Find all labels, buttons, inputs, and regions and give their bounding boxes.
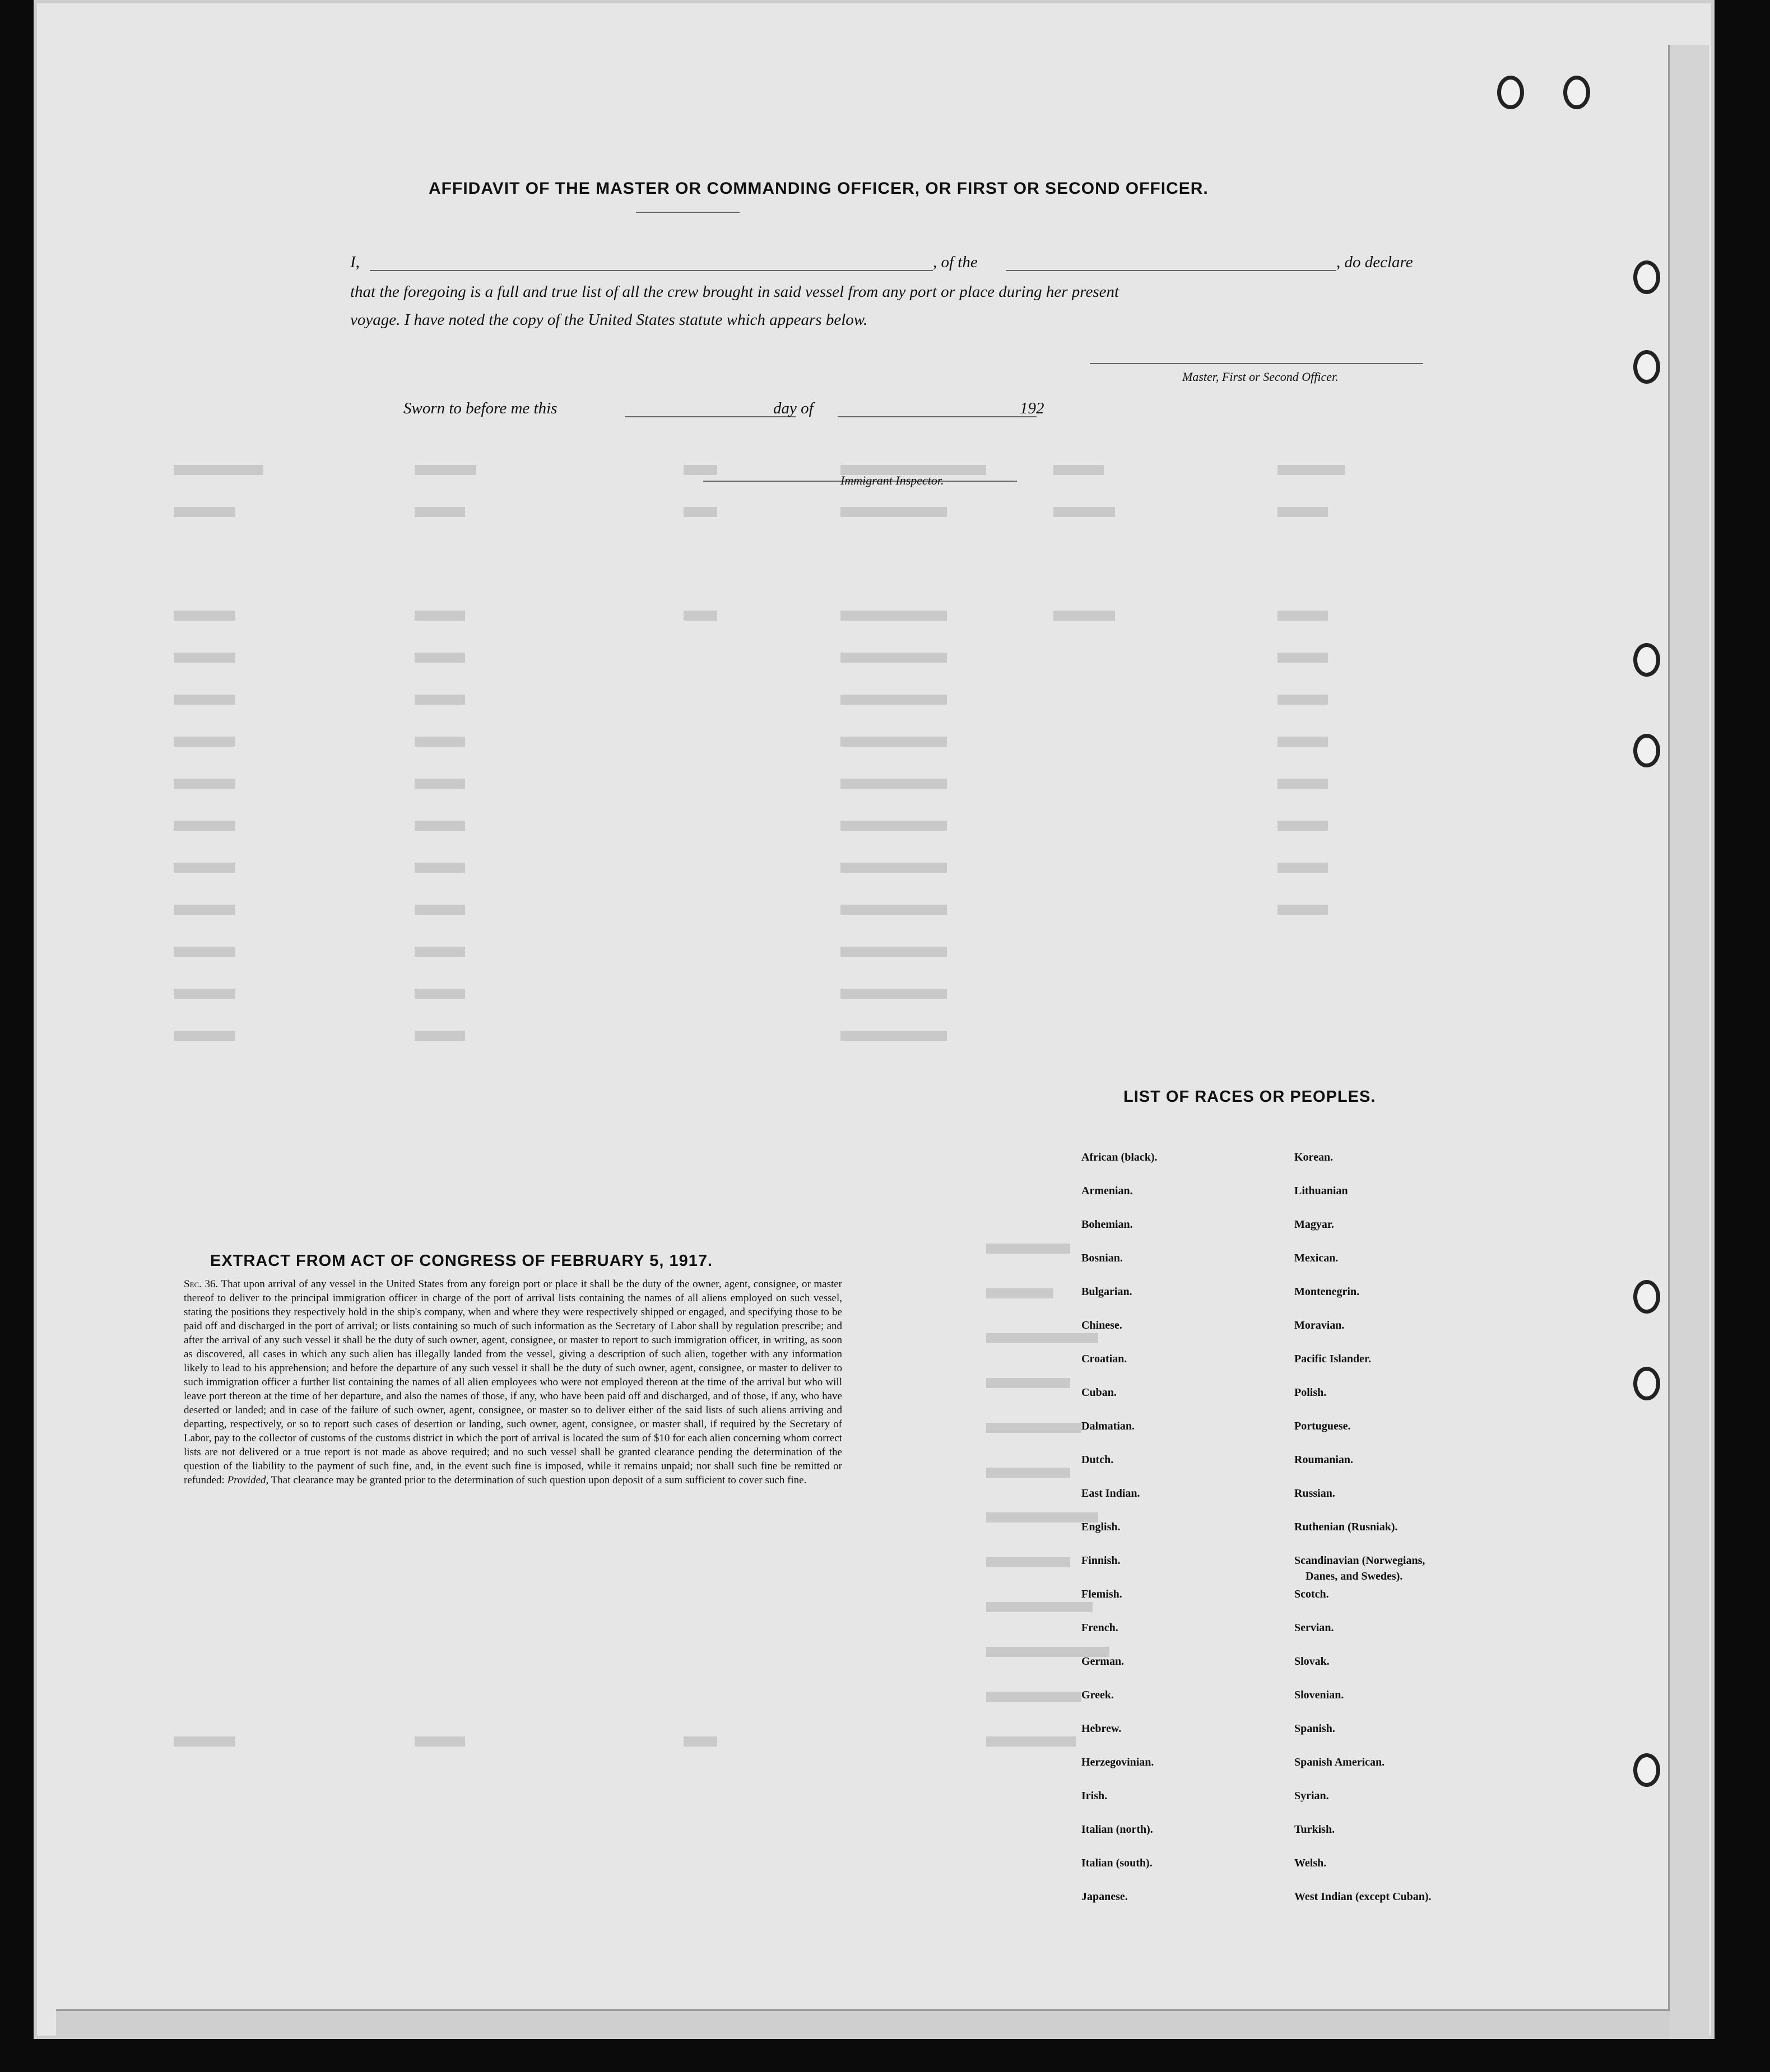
affidavit-statement: that the foregoing is a full and true list of all the crew brought in said vessel from any port or place during her present [350, 283, 1119, 301]
race-item: Syrian. [1294, 1790, 1329, 1802]
race-item: Italian (south). [1081, 1857, 1153, 1869]
title-rule [636, 212, 740, 213]
race-item: German. [1081, 1655, 1125, 1668]
statute-provided: Provided, [227, 1474, 269, 1486]
race-item: Herzegovinian. [1081, 1756, 1154, 1768]
affidavit-statement-cont: voyage. I have noted the copy of the United States statute which appears below. [350, 311, 868, 329]
statute-body: That upon arrival of any vessel in the United States from any foreign port or place it shall be the duty of the owner, agent, consignee, or master thereof to deliver to the principal immigration officer in charge of the port of arrival lists containing the names of all aliens employed on such vessel, stating the positions they respectively hold in the ship's company, when and where they were respectively shipped or engaged, and specifying those to be paid off and discharged in the port of arrival; or lists containing so much of such information as the Secretary of Labor shall by regulation prescribe; and after the arrival of any such vessel it shall be the duty of such owner, agent, consignee, or master to report to such immigration officer, in writing, as soon as discovered, all cases in which any such alien has illegally landed from the vessel, giving a description of such alien, together with any information likely to lead to his apprehension; and before the departure of any such vessel it shall be the duty of such owner, agent, consignee, or master to deliver to such immigration officer a further list containing the names of all alien employees who were not employed thereon at the time of the arrival but who will leave port thereon at the time of her departure, and also the names of those, if any, who have been paid off and discharged, and of those, if any, who have deserted or landed; and in case of the failure of such owner, agent, consignee, or master so to deliver either of the said lists of such aliens arriving and departing, respectively, or so to report such cases of desertion or landing, such owner, agent, consignee, or master shall, if required by the Secretary of Labor, pay to the collector of customs of the customs district in which the port of arrival is located the sum of $10 for each alien concerning whom correct lists are not delivered or a true report is not made as above required; and no such vessel shall be granted clearance pending the determination of the question of the liability to the payment of such fine, and, in the event such fine is imposed, while it remains unpaid; nor shall such fine be remitted or refunded: [184, 1278, 842, 1486]
race-item: Finnish. [1081, 1554, 1121, 1567]
bleed-through-texture [146, 459, 1546, 1804]
race-item: Mexican. [1294, 1252, 1339, 1264]
binder-hole-icon [1497, 76, 1524, 109]
declarant-label: I, [350, 253, 360, 271]
binder-hole-icon [1633, 1367, 1660, 1400]
declare-label: , do declare [1336, 253, 1413, 271]
race-item: Servian. [1294, 1622, 1334, 1634]
race-item: Chinese. [1081, 1319, 1122, 1331]
race-item: Japanese. [1081, 1891, 1128, 1903]
race-item: Armenian. [1081, 1185, 1133, 1197]
inspector-label: Immigrant Inspector. [840, 473, 944, 487]
day-of-label: day of [773, 399, 814, 417]
race-item: English. [1081, 1521, 1121, 1533]
race-item: Cuban. [1081, 1386, 1117, 1399]
next-page-edge [1668, 45, 1709, 2039]
race-item: Greek. [1081, 1689, 1114, 1701]
race-item: Spanish American. [1294, 1756, 1385, 1768]
manifest-page [34, 0, 1715, 2039]
race-item: Russian. [1294, 1487, 1335, 1500]
race-item: Pacific Islander. [1294, 1353, 1372, 1365]
races-title: LIST OF RACES OR PEOPLES. [1123, 1088, 1376, 1106]
section-number: Sec. 36. [184, 1278, 219, 1290]
race-item: East Indian. [1081, 1487, 1140, 1500]
affidavit-title: AFFIDAVIT OF THE MASTER OR COMMANDING OFFICER, OR FIRST OR SECOND OFFICER. [429, 179, 1209, 198]
race-item: Portuguese. [1294, 1420, 1351, 1432]
binder-hole-icon [1633, 260, 1660, 294]
race-item: French. [1081, 1622, 1118, 1634]
race-item: Danes, and Swedes). [1306, 1570, 1403, 1582]
race-item: Italian (north). [1081, 1823, 1153, 1836]
race-item: Korean. [1294, 1151, 1334, 1163]
statute-text [184, 1277, 842, 1487]
race-item: Bosnian. [1081, 1252, 1123, 1264]
race-item: Croatian. [1081, 1353, 1127, 1365]
stacked-pages-edge [56, 2009, 1670, 2039]
race-item: Dalmatian. [1081, 1420, 1135, 1432]
race-item: Polish. [1294, 1386, 1327, 1399]
vessel-name-field[interactable] [1006, 270, 1336, 271]
binder-hole-icon [1563, 76, 1590, 109]
sworn-month-field[interactable] [838, 416, 1037, 417]
race-item: Slovak. [1294, 1655, 1330, 1668]
race-item: Turkish. [1294, 1823, 1335, 1836]
year-label: 192 [1020, 399, 1044, 417]
race-item: Lithuanian [1294, 1185, 1348, 1197]
binder-hole-icon [1633, 1280, 1660, 1314]
sworn-label: Sworn to before me this [403, 399, 558, 417]
statute-proviso: That clearance may be granted prior to the determination of such question upon deposit of a sum sufficient to cover such fine. [268, 1474, 807, 1486]
race-item: Bohemian. [1081, 1218, 1133, 1231]
race-item: Bulgarian. [1081, 1286, 1132, 1298]
race-item: Flemish. [1081, 1588, 1122, 1600]
race-item: Hebrew. [1081, 1722, 1122, 1735]
race-item: Roumanian. [1294, 1454, 1354, 1466]
race-item: Slovenian. [1294, 1689, 1344, 1701]
master-signature-field[interactable] [1090, 363, 1423, 364]
race-item: Scotch. [1294, 1588, 1329, 1600]
binder-hole-icon [1633, 1753, 1660, 1787]
race-item: African (black). [1081, 1151, 1158, 1163]
position-label: , of the [933, 253, 978, 271]
race-item: Welsh. [1294, 1857, 1327, 1869]
race-item: Scandinavian (Norwegians, [1294, 1554, 1425, 1567]
binder-hole-icon [1633, 350, 1660, 384]
race-item: Irish. [1081, 1790, 1108, 1802]
binder-hole-icon [1633, 734, 1660, 767]
binder-hole-icon [1633, 643, 1660, 677]
race-item: Montenegrin. [1294, 1286, 1360, 1298]
race-item: Spanish. [1294, 1722, 1335, 1735]
race-item: West Indian (except Cuban). [1294, 1891, 1432, 1903]
race-item: Ruthenian (Rusniak). [1294, 1521, 1398, 1533]
extract-title: EXTRACT FROM ACT OF CONGRESS OF FEBRUARY 5, 1917. [210, 1252, 713, 1270]
master-signature-label: Master, First or Second Officer. [1182, 370, 1339, 384]
race-item: Moravian. [1294, 1319, 1345, 1331]
declarant-name-field[interactable] [370, 270, 933, 271]
sworn-day-field[interactable] [625, 416, 796, 417]
race-item: Dutch. [1081, 1454, 1114, 1466]
race-item: Magyar. [1294, 1218, 1334, 1231]
